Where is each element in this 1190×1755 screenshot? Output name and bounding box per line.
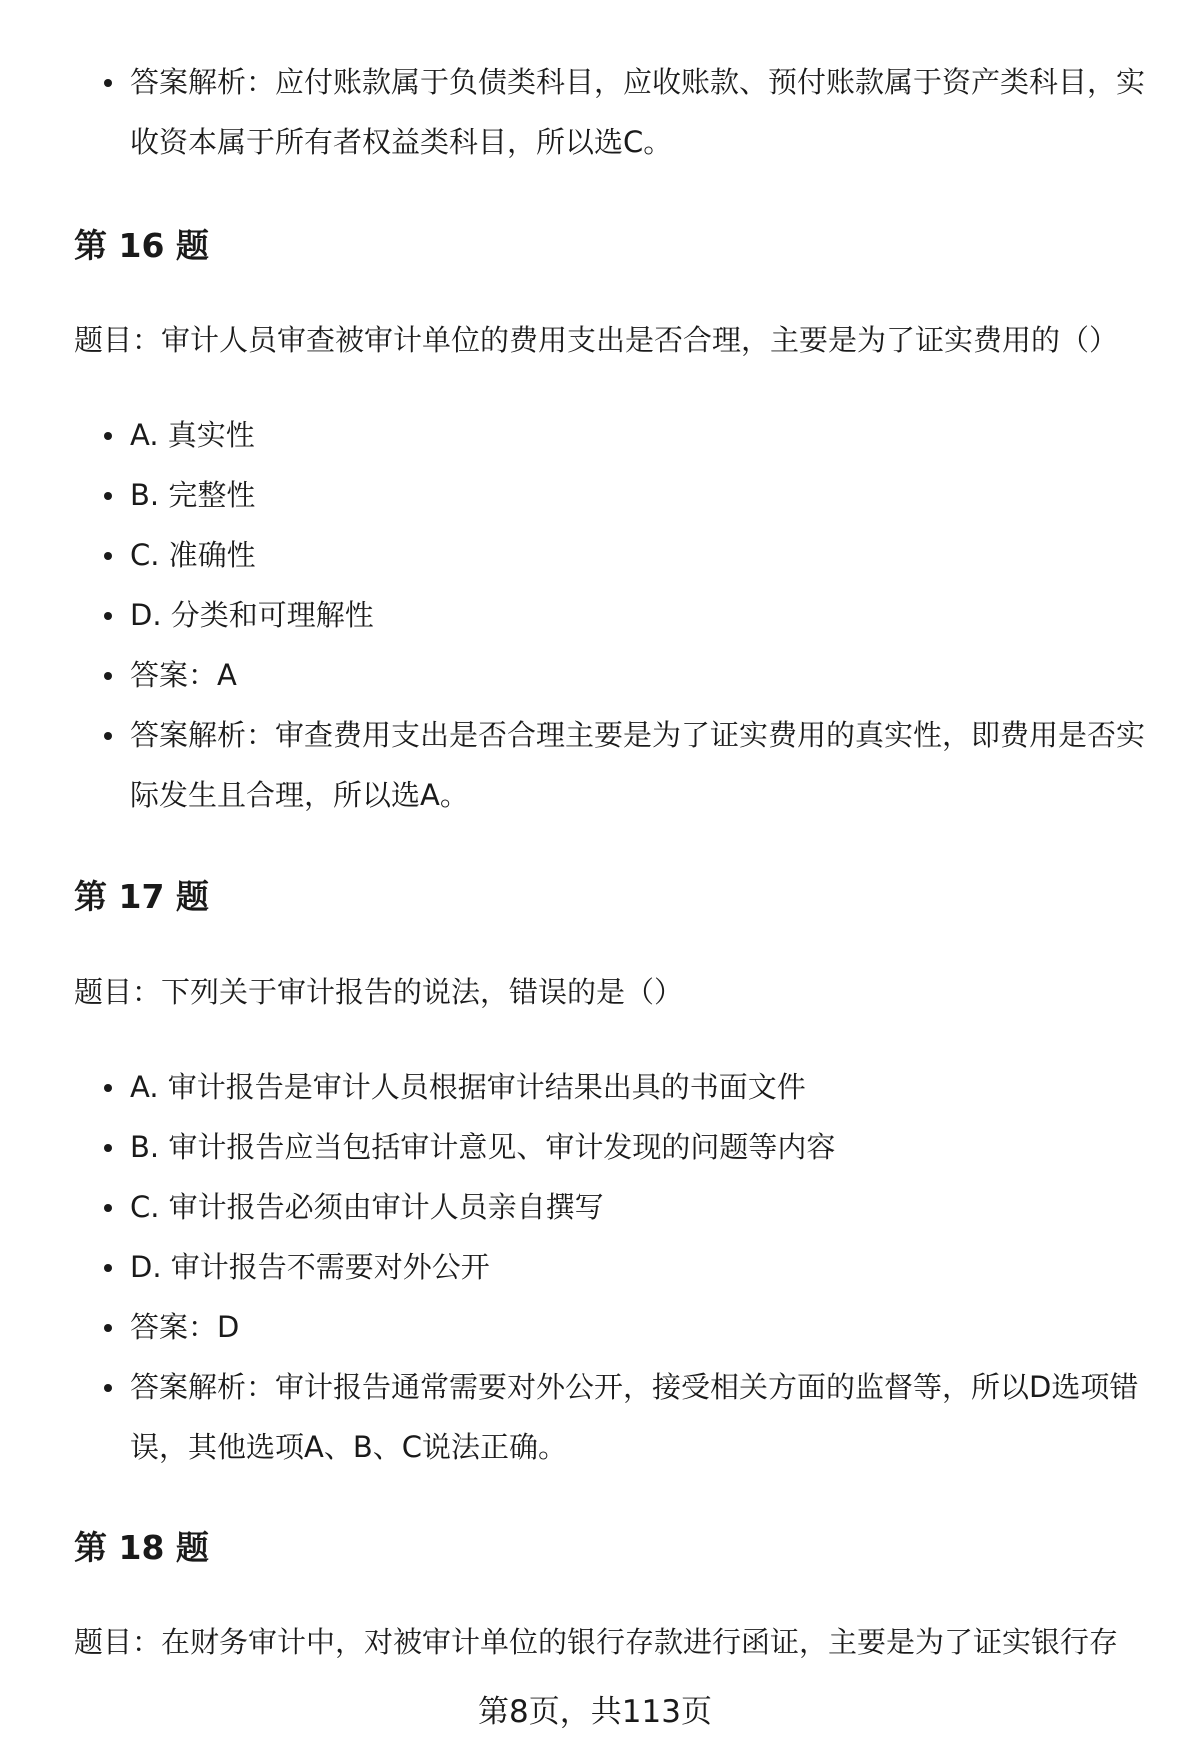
q16-option-b: B. 完整性 [74, 465, 1154, 525]
q17-option-d: D. 审计报告不需要对外公开 [74, 1237, 1154, 1297]
q17-option-c: C. 审计报告必须由审计人员亲自撰写 [74, 1177, 1154, 1237]
q16-block [74, 405, 1154, 825]
q16-options-list [74, 405, 1154, 825]
page-number: 第8页，共113页 [478, 1694, 712, 1730]
q16-answer: 答案：A [74, 645, 1154, 705]
q17-answer: 答案：D [74, 1297, 1154, 1357]
q17-block [74, 1057, 1154, 1477]
q17-option-b: B. 审计报告应当包括审计意见、审计发现的问题等内容 [74, 1117, 1154, 1177]
q17-option-a: A. 审计报告是审计人员根据审计结果出具的书面文件 [74, 1057, 1154, 1117]
q16-explanation: 答案解析：审查费用支出是否合理主要是为了证实费用的真实性，即费用是否实际发生且合理，所以选A。 [74, 705, 1154, 825]
q17-heading: 第 17 题 [74, 877, 209, 916]
q16-question: 题目：审计人员审查被审计单位的费用支出是否合理，主要是为了证实费用的（） [74, 323, 1119, 357]
q17-options-list [74, 1057, 1154, 1477]
q18-heading: 第 18 题 [74, 1528, 209, 1567]
q17-explanation: 答案解析：审计报告通常需要对外公开，接受相关方面的监督等，所以D选项错误，其他选项A、B、C说法正确。 [74, 1357, 1154, 1477]
q16-heading: 第 16 题 [74, 226, 209, 265]
q16-option-d: D. 分类和可理解性 [74, 585, 1154, 645]
intro-list [74, 52, 1154, 172]
intro-block [74, 52, 1154, 172]
intro-explanation: 答案解析：应付账款属于负债类科目，应收账款、预付账款属于资产类科目，实收资本属于所有者权益类科目，所以选C。 [74, 52, 1154, 172]
q16-option-c: C. 准确性 [74, 525, 1154, 585]
q18-question: 题目：在财务审计中，对被审计单位的银行存款进行函证，主要是为了证实银行存 [74, 1625, 1119, 1659]
q16-option-a: A. 真实性 [74, 405, 1154, 465]
q17-question: 题目：下列关于审计报告的说法，错误的是（） [74, 975, 684, 1009]
